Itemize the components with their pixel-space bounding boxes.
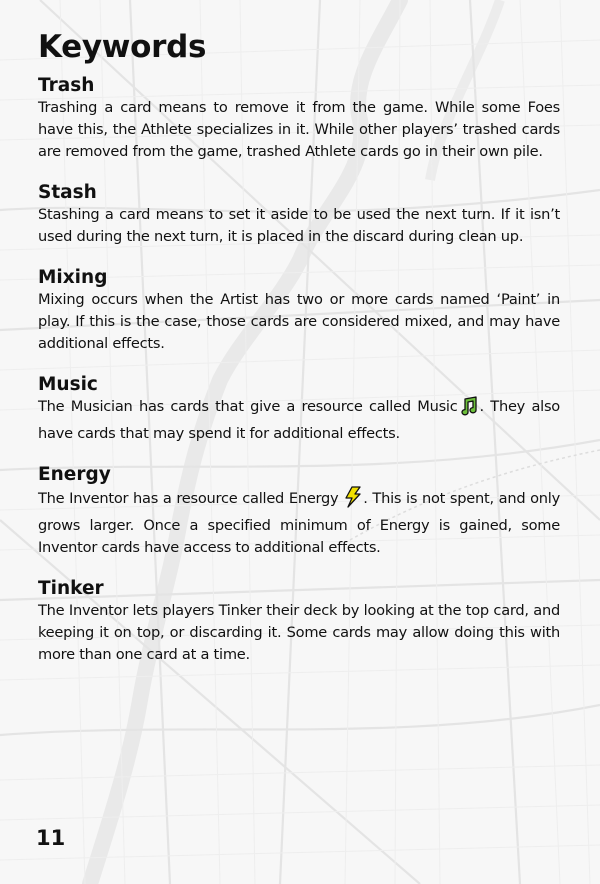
section-tinker [38, 578, 560, 666]
section-energy [38, 464, 560, 559]
section-stash [38, 182, 560, 248]
section-text: Stashing a card means to set it aside to be used the next turn. If it isn’t used during the next turn, it is placed in the discard during clean up. [38, 206, 560, 245]
section-heading: Trash [38, 75, 95, 96]
music-note-icon [459, 396, 479, 423]
page-content [38, 28, 560, 685]
lightning-bolt-icon [344, 486, 362, 515]
section-heading: Music [38, 374, 98, 395]
section-heading: Stash [38, 182, 97, 203]
section-text-part: . This is not spent, and only grows larger. Once a specified minimum of Energy is gained, some Inventor cards have access to additional effects. [38, 490, 560, 556]
section-text-part: The Musician has cards that give a resource called Music [38, 398, 458, 415]
section-heading: Tinker [38, 578, 104, 599]
section-text: Trashing a card means to remove it from the game. While some Foes have this, the Athlete specializes in it. While other players’ trashed cards are removed from the game, trashed Athlete cards go in their own pile. [38, 99, 560, 160]
section-text-part: The Inventor has a resource called Energy [38, 490, 344, 507]
section-text: Mixing occurs when the Artist has two or more cards named ‘Paint’ in play. If this is the case, those cards are considered mixed, and may have additional effects. [38, 291, 560, 352]
section-text: The Inventor lets players Tinker their deck by looking at the top card, and keeping it on top, or discarding it. Some cards may allow doing this with more than one card at a time. [38, 602, 560, 663]
section-heading: Energy [38, 464, 111, 485]
page-number: 11 [36, 826, 66, 850]
section-text [38, 396, 560, 445]
section-music [38, 374, 560, 445]
section-text-part: . They also have cards that may spend it for additional effects. [38, 398, 560, 442]
section-mixing [38, 267, 560, 355]
page-title: Keywords [38, 29, 207, 65]
section-heading: Mixing [38, 267, 108, 288]
section-text [38, 486, 560, 559]
section-trash [38, 75, 560, 163]
